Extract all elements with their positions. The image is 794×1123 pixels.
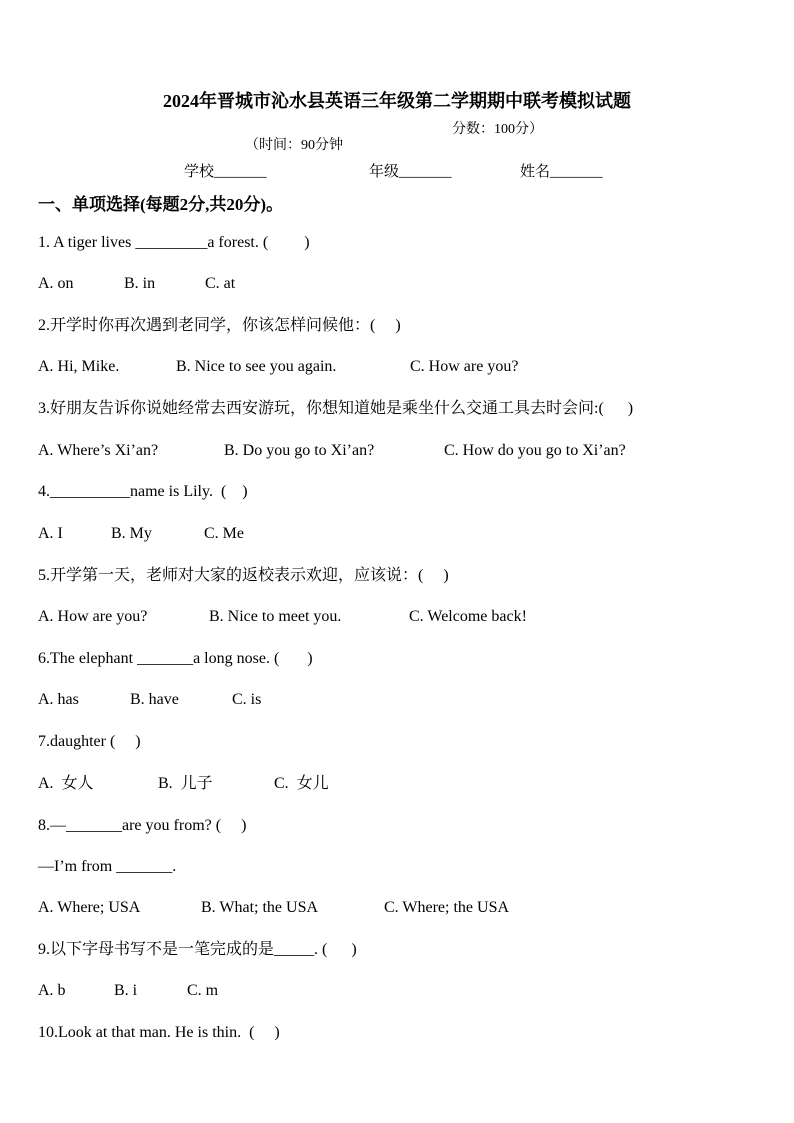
question-3-stem: 3.好朋友告诉你说她经常去西安游玩，你想知道她是乘坐什么交通工具去时会问:( ) — [38, 400, 634, 417]
total-score: 分数：100分） — [452, 122, 543, 137]
question-2-stem: 2.开学时你再次遇到老同学，你该怎样问候他：( ) — [38, 317, 401, 334]
option-c: C. is — [232, 691, 262, 708]
option-a: A. Where; USA — [38, 899, 141, 916]
option-b: B. in — [124, 275, 156, 292]
question-7-stem: 7.daughter ( ) — [38, 733, 141, 750]
option-c: C. How do you go to Xi’an? — [444, 442, 626, 459]
option-c: C. m — [187, 982, 219, 999]
option-c: C. How are you? — [410, 358, 519, 375]
question-9-stem: 9.以下字母书写不是一笔完成的是_____. ( ) — [38, 941, 357, 958]
option-a: A. b — [38, 982, 66, 999]
time-limit: （时间：90分钟 — [245, 138, 343, 153]
question-8-stem: 8.—_______are you from? ( ) — [38, 817, 247, 834]
question-4-stem: 4.__________name is Lily. ( ) — [38, 483, 248, 500]
exam-title: 2024年晋城市沁水县英语三年级第二学期期中联考模拟试题 — [163, 91, 631, 111]
question-5-stem: 5.开学第一天，老师对大家的返校表示欢迎，应该说：( ) — [38, 567, 449, 584]
option-b: B. 儿子 — [158, 775, 213, 792]
question-1-stem: 1. A tiger lives _________a forest. ( ) — [38, 234, 310, 251]
option-c: C. Welcome back! — [409, 608, 527, 625]
option-a: A. I — [38, 525, 63, 542]
option-b: B. Do you go to Xi’an? — [224, 442, 375, 459]
name-field: 姓名_______ — [520, 164, 603, 180]
option-a: A. 女人 — [38, 775, 94, 792]
question-8-response: —I’m from _______. — [38, 858, 177, 875]
question-10-stem: 10.Look at that man. He is thin. ( ) — [38, 1024, 280, 1041]
grade-field: 年级_______ — [369, 164, 452, 180]
option-a: A. Hi, Mike. — [38, 358, 120, 375]
school-field: 学校_______ — [184, 164, 267, 180]
option-b: B. Nice to see you again. — [176, 358, 337, 375]
option-b: B. What; the USA — [201, 899, 319, 916]
option-a: A. on — [38, 275, 74, 292]
option-a: A. Where’s Xi’an? — [38, 442, 159, 459]
option-b: B. My — [111, 525, 152, 542]
option-c: C. at — [205, 275, 236, 292]
option-b: B. i — [114, 982, 138, 999]
question-6-stem: 6.The elephant _______a long nose. ( ) — [38, 650, 313, 667]
option-a: A. has — [38, 691, 79, 708]
option-c: C. Where; the USA — [384, 899, 510, 916]
option-b: B. Nice to meet you. — [209, 608, 342, 625]
option-c: C. Me — [204, 525, 244, 542]
option-b: B. have — [130, 691, 179, 708]
option-c: C. 女儿 — [274, 775, 329, 792]
section-heading: 一、单项选择(每题2分,共20分)。 — [38, 195, 284, 214]
option-a: A. How are you? — [38, 608, 148, 625]
